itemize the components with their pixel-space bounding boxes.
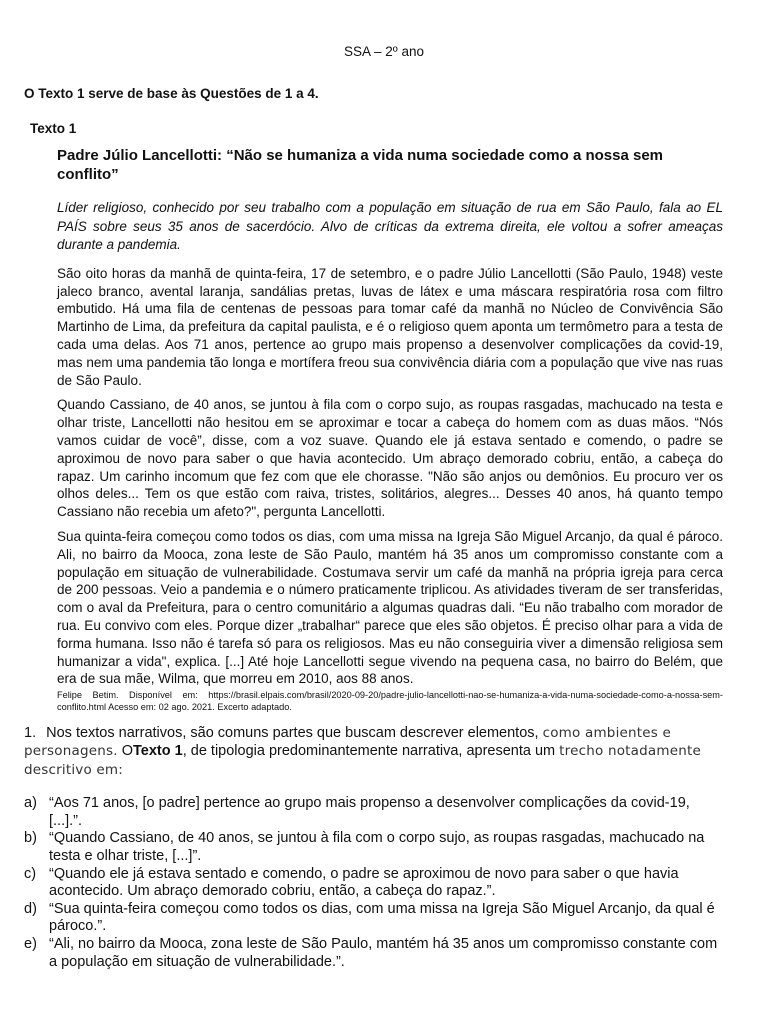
option-c[interactable] xyxy=(24,866,724,901)
stem-bold: Texto 1 xyxy=(133,743,183,760)
article-title: Padre Júlio Lancellotti: “Não se humaniza a vida numa sociedade como a nossa sem conflito” xyxy=(57,147,664,183)
option-letter: b) xyxy=(24,830,37,847)
page-header: SSA – 2º ano xyxy=(344,44,424,59)
option-e[interactable] xyxy=(24,936,724,971)
intro-instruction: O Texto 1 serve de base às Questões de 1 a 4. xyxy=(24,86,319,101)
option-text: “Quando ele já estava sentado e comendo, o padre se aproximou de novo para saber o que havia acontecido. Um abraço demorado cobriu, então, a cabeça do rapaz.”. xyxy=(49,865,679,900)
option-letter: d) xyxy=(24,900,37,917)
article-paragraph: Sua quinta-feira começou como todos os dias, com uma missa na Igreja São Miguel Arcanjo, da qual é pároco. Ali, no bairro da Mooca, zona leste de São Paulo, mantém há 35 anos um compromisso constante com a população em situação de vulnerabilidade. Costumava servir um café da manhã na própria igreja para cerca de 200 pessoas. Veio a pandemia e o número praticamente triplicou. As atividades tiveram de ser transferidas, com o aval da Prefeitura, para o centro comunitário a algumas quadras dali. “Eu não trabalho com morador de rua. Eu convivo com eles. Porque dizer „trabalhar“ parece que eles são objetos. É preciso olhar para a vida de forma humana. Isso não é tarefa só para os religiosos. Mas eu não conseguiria viver a dimensão religiosa sem humanizar a vida", explica. [...] Até hoje Lancellotti segue vivendo na pequena casa, no bairro do Belém, que era de sua mãe, Wilma, que morreu em 2010, aos 88 anos. xyxy=(57,528,723,687)
option-b[interactable] xyxy=(24,830,724,865)
stem-handwritten: trecho notadamente descritivo em: xyxy=(24,743,701,778)
article xyxy=(57,146,723,713)
article-source: Felipe Betim. Disponível em: https://brasil.elpais.com/brasil/2020-09-20/padre-julio-lancellotti-nao-se-humaniza-a-vida-numa-sociedade-como-a-nossa-sem-conflito.html Acesso em: 02 ago. 2021. Excerto adaptado. xyxy=(57,690,723,712)
stem-handwritten: como ambientes e personagens. xyxy=(24,725,672,760)
text-label: Texto 1 xyxy=(30,121,77,136)
option-letter: e) xyxy=(24,935,37,952)
article-paragraph: Quando Cassiano, de 40 anos, se juntou à fila com o corpo sujo, as roupas rasgadas, machucado na testa e olhar triste, Lancellotti não hesitou em se aproximar e tocar a cabeça do homem com as duas mãos. “Nós vamos cuidar de você”, disse, com a voz suave. Quando ele já estava sentado e comendo, o padre se aproximou de novo para saber o que havia acontecido. Um abraço demorado cobriu, então, a cabeça do rapaz. Um carinho incomum que fez com que ele chorasse. "Não são anjos ou demônios. Eu procuro ver os olhos deles... Tem os que estão com raiva, tristes, solitários, alegres... Desses 40 anos, há quanto tempo Cassiano não recebia um afeto?", pergunta Lancellotti. xyxy=(57,397,723,520)
stem-text: Nos textos narrativos, são comuns partes que buscam descrever elementos, xyxy=(46,725,539,741)
option-letter: c) xyxy=(24,865,37,882)
question-number: 1. xyxy=(24,725,37,741)
option-text: “Sua quinta-feira começou como todos os dias, com uma missa na Igreja São Miguel Arcanjo, da qual é pároco.”. xyxy=(49,900,715,935)
option-text: “Ali, no bairro da Mooca, zona leste de São Paulo, mantém há 35 anos um compromisso constante com a população em situação de vulnerabilidade.”. xyxy=(49,935,718,970)
option-text: “Aos 71 anos, [o padre] pertence ao grupo mais propenso a desenvolver complicações da covid-19, [...].”. xyxy=(49,795,690,829)
question-stem xyxy=(24,724,724,779)
option-text: “Quando Cassiano, de 40 anos, se juntou à fila com o corpo sujo, as roupas rasgadas, machucado na testa e olhar triste, [...]”. xyxy=(49,830,705,864)
option-d[interactable] xyxy=(24,901,724,936)
article-lead: Líder religioso, conhecido por seu trabalho com a população em situação de rua em São Paulo, fala ao EL PAÍS sobre seus 35 anos de sacerdócio. Alvo de críticas da extrema direita, ele voltou a sofrer ameaças durante a pandemia. xyxy=(57,200,723,253)
option-letter: a) xyxy=(24,795,37,812)
question-1 xyxy=(24,724,724,971)
stem-text: O xyxy=(121,743,134,760)
stem-text: , de tipologia predominantemente narrativa, apresenta um xyxy=(182,743,556,760)
option-a[interactable] xyxy=(24,795,724,830)
article-paragraph: São oito horas da manhã de quinta-feira, 17 de setembro, e o padre Júlio Lancellotti (São Paulo, 1948) veste jaleco branco, avental laranja, sandálias pretas, luvas de látex e uma máscara respiratória rosa com filtro embutido. Há uma fila de centenas de pessoas para tomar café da manhã no Núcleo de Convivência São Martinho de Lima, da prefeitura da capital paulista, e é o religioso quem aponta um termômetro para a testa de cada uma delas. Aos 71 anos, pertence ao grupo mais propenso a desenvolver complicações da covid-19, mas nem uma pandemia tão longa e mortífera freou sua convivência diária com a população que vive nas ruas de São Paulo. xyxy=(57,265,723,388)
answer-options xyxy=(24,795,724,971)
